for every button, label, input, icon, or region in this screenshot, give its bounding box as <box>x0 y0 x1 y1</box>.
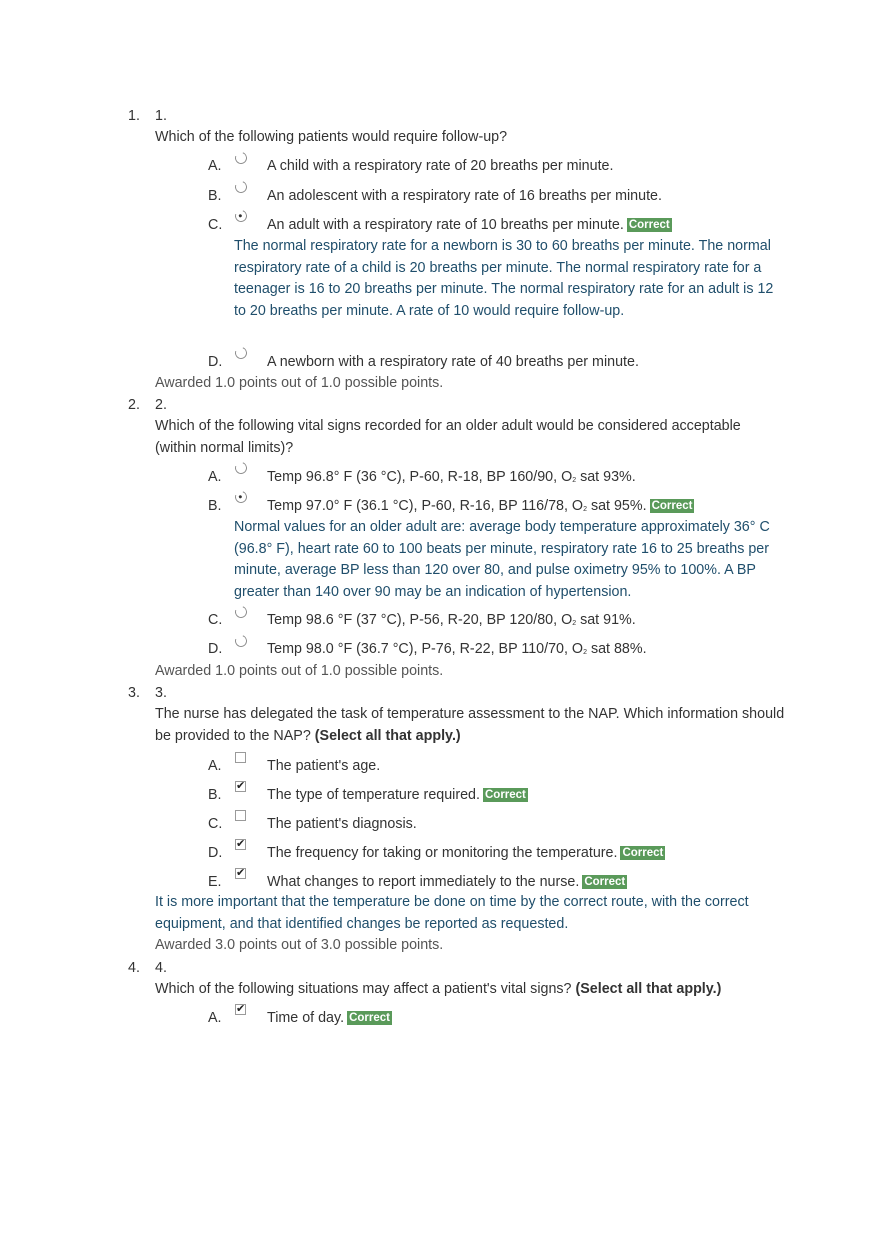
option-letter: C. <box>208 816 223 832</box>
option-letter: A. <box>208 469 222 485</box>
option-letter: A. <box>208 1010 222 1026</box>
radio-button[interactable] <box>233 460 249 476</box>
radio-button[interactable] <box>233 150 249 166</box>
answer-feedback: Normal values for an older adult are: average body temperature approximately 36° C (96.8° F), heart rate 60 to 100 beats per minute, respiratory rate 16 to 25 breaths per minute, average BP less than 120 over 80, and pulse oximetry 95% to 100%. A BP greater than 140 over 90 may be an indication of hypertension. <box>234 519 770 601</box>
option-text: The frequency for taking or monitoring the temperature. Correct <box>267 845 664 861</box>
checkbox-checked[interactable]: ✔ <box>236 780 246 792</box>
checkbox-checked[interactable]: ✔ <box>236 1003 246 1015</box>
points-awarded: Awarded 1.0 points out of 1.0 possible points. <box>155 663 444 679</box>
correct-badge: Correct <box>651 500 693 512</box>
option-letter: D. <box>208 641 223 657</box>
radio-button[interactable] <box>233 345 249 361</box>
option-text: What changes to report immediately to the nurse. Correct <box>267 874 626 890</box>
answer-feedback: The normal respiratory rate for a newborn is 30 to 60 breaths per minute. The normal respiratory rate of a child is 20 breaths per minute. The normal respiratory rate for a teenager is 16 to 20 breaths per minute. The normal respiratory rate for an adult is 12 to 20 breaths per minute. A rate of 10 would require follow-up. <box>234 238 774 320</box>
question-list-number: 4. <box>128 960 140 976</box>
answer-feedback: It is more important that the temperature be done on time by the correct route, with the correct equipment, and that identified changes be reported as requested. <box>155 894 749 932</box>
question-number: 4. <box>155 960 167 976</box>
checkbox[interactable] <box>235 810 246 821</box>
select-all-note: (Select all that apply.) <box>314 727 461 744</box>
checkbox-checked[interactable]: ✔ <box>236 838 246 850</box>
option-letter: C. <box>208 612 223 628</box>
question-stem: The nurse has delegated the task of temperature assessment to the NAP. Which information should be provided to the NAP? (Select all that apply.) <box>155 706 785 744</box>
correct-badge: Correct <box>484 789 526 801</box>
option-letter: B. <box>208 188 222 204</box>
option-text: Temp 98.0 °F (36.7 °C), P-76, R-22, BP 110/70, $O_2$ sat 88%. <box>267 641 647 657</box>
radio-button[interactable] <box>233 633 249 649</box>
question-stem: Which of the following vital signs recorded for an older adult would be considered acceptable (within normal limits)? <box>155 418 741 456</box>
option-text: The patient's age. <box>267 758 381 774</box>
option-text: A child with a respiratory rate of 20 breaths per minute. <box>267 158 614 174</box>
question-stem: Which of the following situations may affect a patient's vital signs? (Select all that apply.) <box>155 981 722 997</box>
radio-button-selected[interactable] <box>233 489 249 505</box>
correct-badge: Correct <box>584 876 626 888</box>
question-list-number: 3. <box>128 685 140 701</box>
option-text: A newborn with a respiratory rate of 40 breaths per minute. <box>267 354 639 370</box>
option-letter: D. <box>208 845 223 861</box>
correct-badge: Correct <box>628 219 670 231</box>
question-number: 1. <box>155 108 167 124</box>
correct-badge: Correct <box>349 1012 390 1024</box>
points-awarded: Awarded 3.0 points out of 3.0 possible points. <box>155 937 444 953</box>
option-text: Temp 96.8° F (36 °C), P-60, R-18, BP 160/90, $O_2$ sat 93%. <box>267 469 636 485</box>
option-text: The patient's diagnosis. <box>267 816 417 832</box>
option-letter: D. <box>208 354 223 370</box>
radio-button[interactable] <box>233 179 249 195</box>
question-list-number: 1. <box>128 108 140 124</box>
checkbox-checked[interactable]: ✔ <box>236 867 246 879</box>
option-text: Time of day. Correct <box>267 1010 390 1026</box>
option-text: An adult with a respiratory rate of 10 breaths per minute. Correct <box>267 217 670 233</box>
checkbox[interactable] <box>235 752 246 763</box>
option-letter: C. <box>208 217 223 233</box>
question-stem: Which of the following patients would require follow-up? <box>155 129 508 145</box>
question-number: 2. <box>155 397 167 413</box>
option-text: Temp 98.6 °F (37 °C), P-56, R-20, BP 120/80, $O_2$ sat 91%. <box>267 612 636 628</box>
points-awarded: Awarded 1.0 points out of 1.0 possible points. <box>155 375 444 391</box>
select-all-note: (Select all that apply.) <box>575 981 722 997</box>
option-letter: B. <box>208 498 222 514</box>
question-number: 3. <box>155 685 167 701</box>
radio-button[interactable] <box>233 604 249 620</box>
correct-badge: Correct <box>622 847 664 859</box>
option-letter: A. <box>208 758 222 774</box>
option-text: Temp 97.0° F (36.1 °C), P-60, R-16, BP 116/78, $O_2$ sat 95%. Correct <box>267 498 693 514</box>
option-letter: E. <box>208 874 222 890</box>
option-letter: A. <box>208 158 222 174</box>
question-list-number: 2. <box>128 397 140 413</box>
option-text: The type of temperature required. Correct <box>267 787 526 803</box>
option-text: An adolescent with a respiratory rate of 16 breaths per minute. <box>267 188 662 204</box>
radio-button-selected[interactable] <box>233 208 249 224</box>
option-letter: B. <box>208 787 222 803</box>
